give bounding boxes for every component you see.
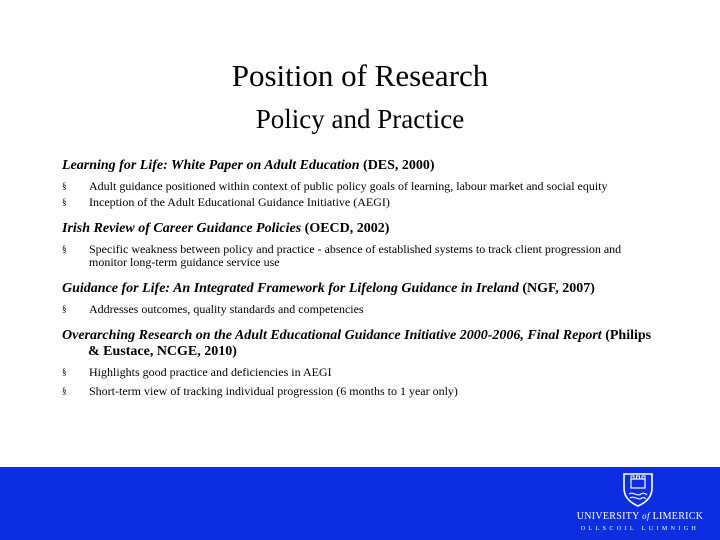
bullet-icon: § — [62, 181, 67, 191]
list-item — [62, 385, 662, 398]
section-overarching-research — [62, 328, 662, 398]
section-heading — [62, 158, 662, 174]
document-title: Overarching Research on the Adult Educational Guidance Initiative 2000-2006, Final Report — [62, 328, 602, 343]
list-item — [62, 303, 662, 316]
slide-subtitle: Policy and Practice — [255, 104, 465, 134]
list-item — [62, 366, 662, 379]
bullet-list — [62, 366, 662, 398]
document-title: Irish Review of Career Guidance Policies — [62, 221, 302, 236]
university-irish-name: OLLSCOIL LUIMNIGH — [580, 526, 700, 532]
bullet-text: Highlights good practice and deficiencies in AEGI — [89, 365, 332, 379]
list-item — [62, 196, 662, 209]
document-title: Guidance for Life: An Integrated Framework for Lifelong Guidance in Ireland — [62, 281, 519, 296]
section-white-paper — [62, 158, 662, 209]
list-item — [62, 243, 662, 269]
bullet-list — [62, 243, 662, 269]
content-area — [62, 158, 662, 398]
document-source: (DES, 2000) — [359, 158, 435, 173]
document-source: (Philips & Eustace, NCGE, 2010) — [88, 328, 652, 359]
university-crest-icon — [620, 470, 656, 508]
slide-title: Position of Research — [231, 58, 489, 93]
bullet-list — [62, 303, 662, 316]
section-heading — [62, 328, 662, 360]
bullet-text: Addresses outcomes, quality standards and competencies — [89, 302, 364, 316]
bullet-list — [62, 180, 662, 209]
document-source: (OECD, 2002) — [301, 221, 390, 236]
limerick-word: LIMERICK — [652, 511, 704, 522]
bullet-icon: § — [62, 244, 67, 254]
bullet-text: Inception of the Adult Educational Guidance Initiative (AEGI) — [89, 195, 390, 209]
bullet-text: Adult guidance positioned within context of public policy goals of learning, labour market and social equity — [89, 179, 608, 193]
bullet-icon: § — [62, 367, 67, 377]
section-oecd-review — [62, 221, 662, 269]
bullet-icon: § — [62, 386, 67, 396]
bullet-icon: § — [62, 304, 67, 314]
document-title: Learning for Life: White Paper on Adult Education — [62, 158, 360, 173]
university-word: UNIVERSITY — [576, 511, 640, 522]
document-source: (NGF, 2007) — [518, 281, 595, 296]
bullet-icon: § — [62, 197, 67, 207]
of-word: of — [642, 511, 650, 521]
section-guidance-for-life — [62, 281, 662, 316]
section-heading — [62, 281, 662, 297]
section-heading — [62, 221, 662, 237]
university-name — [575, 510, 705, 523]
bullet-text: Short-term view of tracking individual progression (6 months to 1 year only) — [89, 384, 458, 398]
list-item — [62, 180, 662, 193]
bullet-text: Specific weakness between policy and practice - absence of established systems to track client progression and monitor long-term guidance service use — [89, 242, 622, 269]
